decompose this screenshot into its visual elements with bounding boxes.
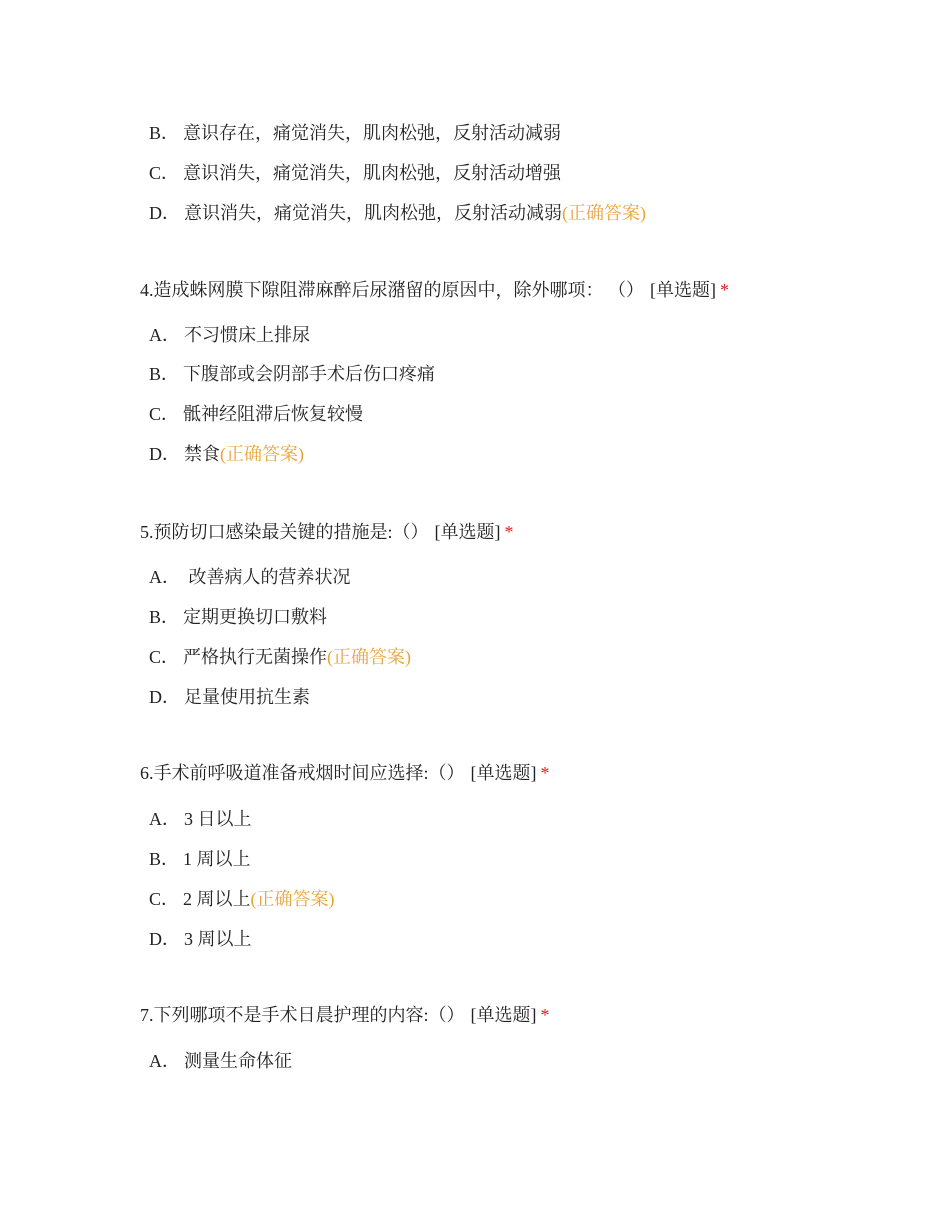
option-text: 意识消失，痛觉消失，肌肉松弛，反射活动增强 bbox=[183, 163, 562, 183]
option-letter: C． bbox=[149, 647, 180, 667]
question-4-title bbox=[140, 278, 729, 302]
question-type-tag: [单选题] bbox=[650, 280, 716, 300]
question-type-tag: [单选题] bbox=[470, 1005, 537, 1025]
q5-option-d[interactable] bbox=[149, 685, 310, 709]
option-letter: B． bbox=[149, 364, 180, 384]
q6-option-c[interactable] bbox=[149, 887, 335, 911]
option-text: 1 周以上 bbox=[183, 849, 251, 869]
correct-answer-tag: (正确答案) bbox=[327, 647, 412, 667]
required-star: * bbox=[720, 280, 729, 300]
option-text: 骶神经阻滞后恢复较慢 bbox=[183, 404, 364, 424]
required-star: * bbox=[540, 1005, 550, 1025]
question-text: 7.下列哪项不是手术日晨护理的内容:（） bbox=[140, 1005, 465, 1025]
option-letter: B． bbox=[149, 607, 180, 627]
option-text: 不习惯床上排尿 bbox=[184, 325, 310, 345]
option-text: 下腹部或会阴部手术后伤口疼痛 bbox=[183, 364, 436, 384]
question-text: 4.造成蛛网膜下隙阻滞麻醉后尿潴留的原因中，除外哪项： （） bbox=[140, 280, 644, 300]
required-star: * bbox=[540, 763, 550, 783]
option-letter: D． bbox=[149, 203, 180, 223]
q6-option-d[interactable] bbox=[149, 927, 252, 951]
q4-option-b[interactable] bbox=[149, 362, 435, 386]
correct-answer-tag: (正确答案) bbox=[562, 203, 646, 223]
option-letter: D． bbox=[149, 687, 180, 707]
option-text: 意识存在，痛觉消失，肌肉松弛，反射活动减弱 bbox=[183, 123, 562, 143]
q4-option-c[interactable] bbox=[149, 402, 363, 426]
q5-option-c[interactable] bbox=[149, 645, 411, 669]
q6-option-a[interactable] bbox=[149, 807, 252, 831]
option-letter: C． bbox=[149, 163, 180, 183]
q7-option-a[interactable] bbox=[149, 1049, 292, 1073]
option-letter: B． bbox=[149, 123, 180, 143]
question-7-title bbox=[140, 1003, 550, 1027]
option-letter: C． bbox=[149, 889, 180, 909]
option-text: 意识消失，痛觉消失，肌肉松弛，反射活动减弱 bbox=[184, 203, 562, 223]
q3-option-d[interactable] bbox=[149, 201, 646, 225]
q3-option-b[interactable] bbox=[149, 121, 561, 145]
option-letter: D． bbox=[149, 929, 180, 949]
q6-option-b[interactable] bbox=[149, 847, 251, 871]
option-text: 禁食 bbox=[184, 444, 220, 464]
option-letter: A． bbox=[149, 1051, 180, 1071]
option-text: 定期更换切口敷料 bbox=[183, 607, 328, 627]
question-6-title bbox=[140, 761, 550, 785]
option-letter: D． bbox=[149, 444, 180, 464]
option-letter: A． bbox=[149, 567, 180, 587]
question-type-tag: [单选题] bbox=[434, 522, 501, 542]
correct-answer-tag: (正确答案) bbox=[250, 889, 335, 909]
question-text: 6.手术前呼吸道准备戒烟时间应选择:（） bbox=[140, 763, 465, 783]
option-text: 2 周以上 bbox=[183, 889, 251, 909]
option-letter: A． bbox=[149, 325, 180, 345]
question-type-tag: [单选题] bbox=[470, 763, 537, 783]
option-text: 改善病人的营养状况 bbox=[184, 567, 351, 587]
option-letter: C． bbox=[149, 404, 180, 424]
required-star: * bbox=[504, 522, 514, 542]
option-text: 测量生命体征 bbox=[184, 1051, 292, 1071]
q4-option-d[interactable] bbox=[149, 442, 304, 466]
option-letter: A． bbox=[149, 809, 180, 829]
option-text: 3 周以上 bbox=[184, 929, 252, 949]
correct-answer-tag: (正确答案) bbox=[220, 444, 304, 464]
q5-option-b[interactable] bbox=[149, 605, 327, 629]
question-text: 5.预防切口感染最关键的措施是:（） bbox=[140, 522, 429, 542]
q5-option-a[interactable] bbox=[149, 565, 351, 589]
q3-option-c[interactable] bbox=[149, 161, 561, 185]
q4-option-a[interactable] bbox=[149, 323, 310, 347]
option-text: 3 日以上 bbox=[184, 809, 252, 829]
option-text: 严格执行无菌操作 bbox=[183, 647, 328, 667]
option-text: 足量使用抗生素 bbox=[184, 687, 310, 707]
option-letter: B． bbox=[149, 849, 180, 869]
question-5-title bbox=[140, 520, 514, 544]
